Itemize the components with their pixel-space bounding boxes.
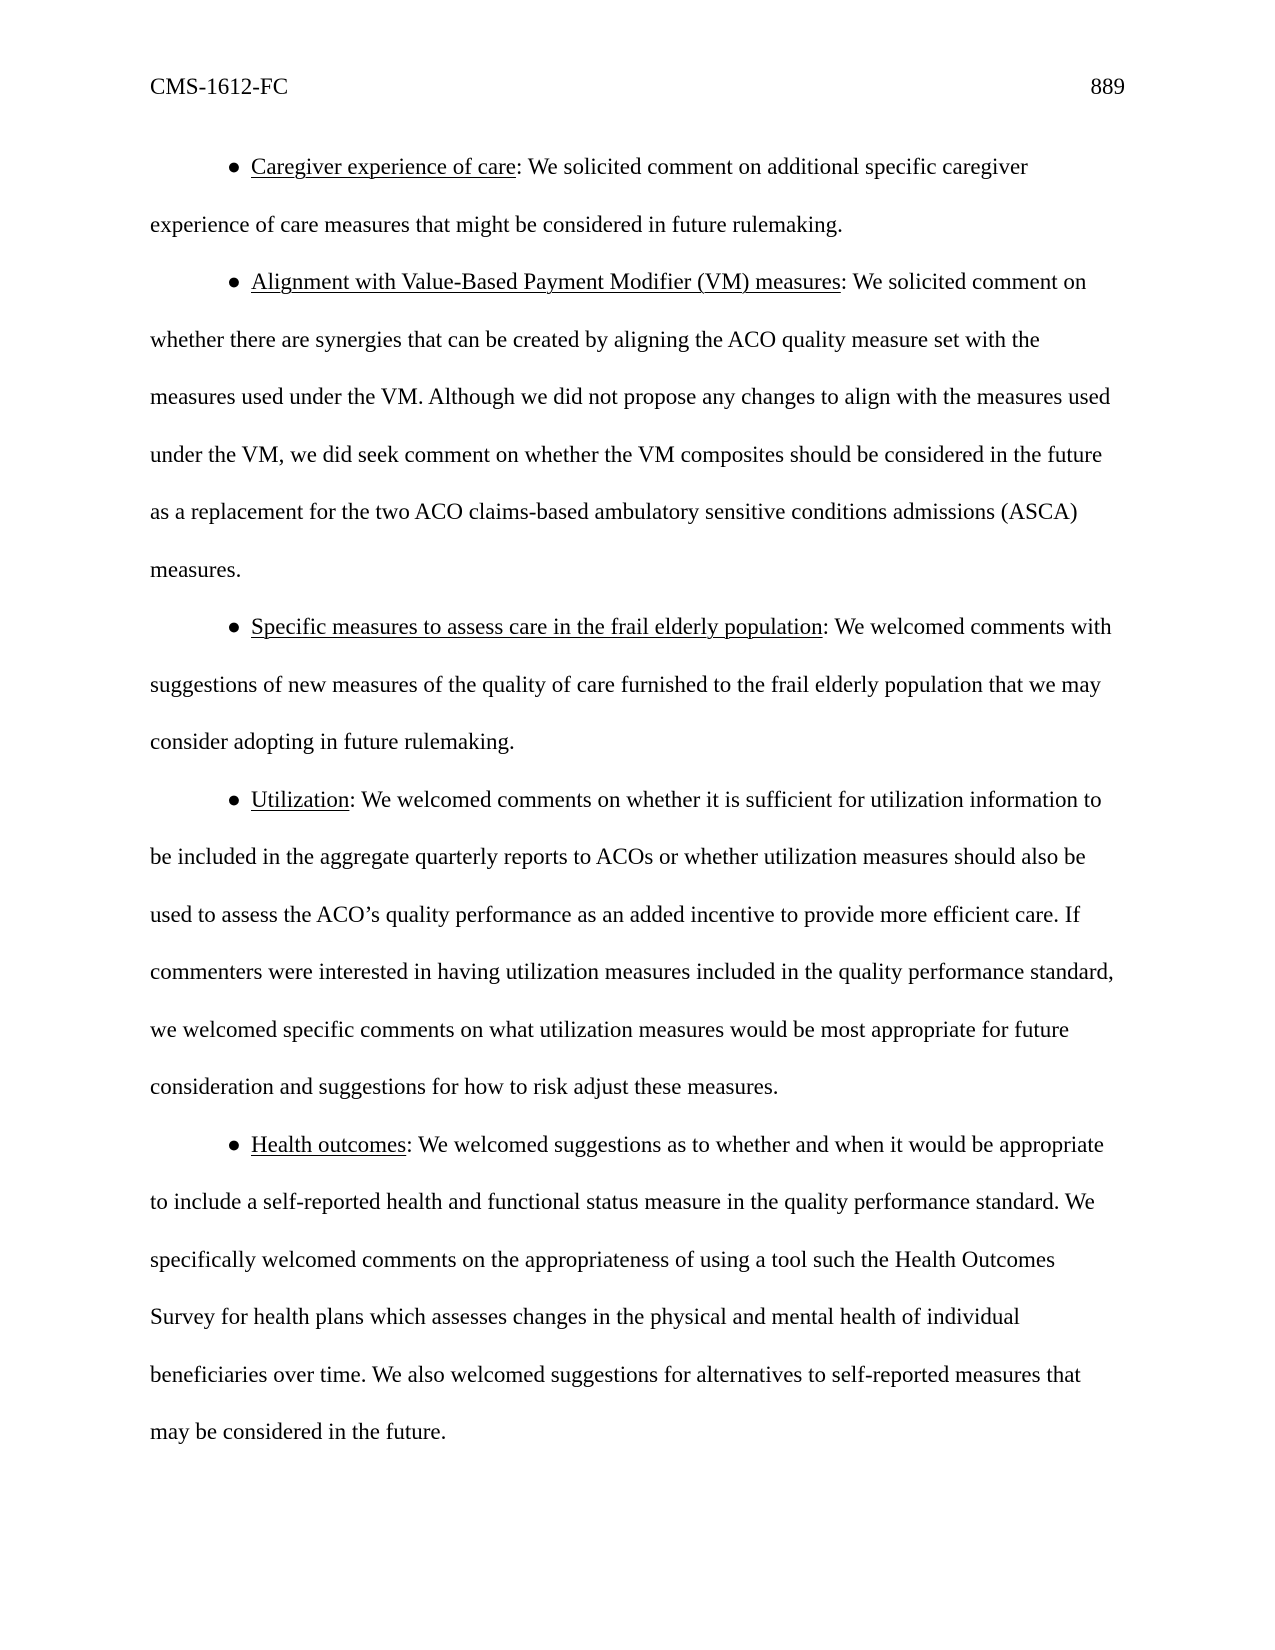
document-body bbox=[150, 138, 1125, 1461]
bullet-item-frail-elderly bbox=[150, 598, 1125, 771]
bullet-icon: ● bbox=[227, 786, 241, 812]
bullet-text: : We welcomed suggestions as to whether and when it would be appropriate to include a self-reported health and functional status measure in the quality performance standard. We specifically welcomed comments on the appropriateness of using a tool such the Health Outcomes Survey for health plans which assesses changes in the physical and mental health of individual beneficiaries over time. We also welcomed suggestions for alternatives to self-reported measures that may be considered in the future. bbox=[150, 1131, 1104, 1444]
bullet-item-vm-alignment bbox=[150, 253, 1125, 598]
bullet-icon: ● bbox=[227, 614, 241, 639]
bullet-icon: ● bbox=[227, 1131, 241, 1157]
bullet-icon: ● bbox=[227, 269, 241, 294]
bullet-text: : We welcomed comments on whether it is sufficient for utilization information to be included in the aggregate quarterly reports to ACOs or whether utilization measures should also be used to assess the ACO’s quality performance as an added incentive to provide more efficient care. If commenters were interested in having utilization measures included in the quality performance standard, we welcomed specific comments on what utilization measures would be most appropriate for future consideration and suggestions for how to risk adjust these measures. bbox=[150, 786, 1114, 1099]
bullet-item-caregiver-experience bbox=[150, 138, 1125, 253]
bullet-text: : We solicited comment on additional specific caregiver experience of care measures that might be considered in future rulemaking. bbox=[150, 154, 1028, 237]
bullet-topic: Caregiver experience of care bbox=[251, 154, 516, 179]
bullet-topic: Health outcomes bbox=[251, 1131, 407, 1157]
bullet-icon: ● bbox=[227, 154, 241, 179]
bullet-topic: Alignment with Value-Based Payment Modifier (VM) measures bbox=[251, 269, 841, 294]
bullet-topic: Specific measures to assess care in the frail elderly population bbox=[251, 614, 823, 639]
bullet-text: : We solicited comment on whether there are synergies that can be created by aligning the ACO quality measure set with the measures used under the VM. Although we did not propose any changes to align with the measures used under the VM, we did seek comment on whether the VM composites should be considered in the future as a replacement for the two ACO claims-based ambulatory sensitive conditions admissions (ASCA) measures. bbox=[150, 269, 1111, 582]
page-number: 889 bbox=[1090, 74, 1125, 99]
bullet-topic: Utilization bbox=[251, 786, 350, 812]
bullet-text: : We welcomed comments with suggestions of new measures of the quality of care furnished to the frail elderly population that we may consider adopting in future rulemaking. bbox=[150, 614, 1112, 754]
document-id: CMS-1612-FC bbox=[150, 74, 289, 99]
bullet-item-utilization bbox=[150, 771, 1125, 1116]
bullet-item-health-outcomes bbox=[150, 1116, 1125, 1461]
page-header bbox=[150, 72, 1125, 102]
